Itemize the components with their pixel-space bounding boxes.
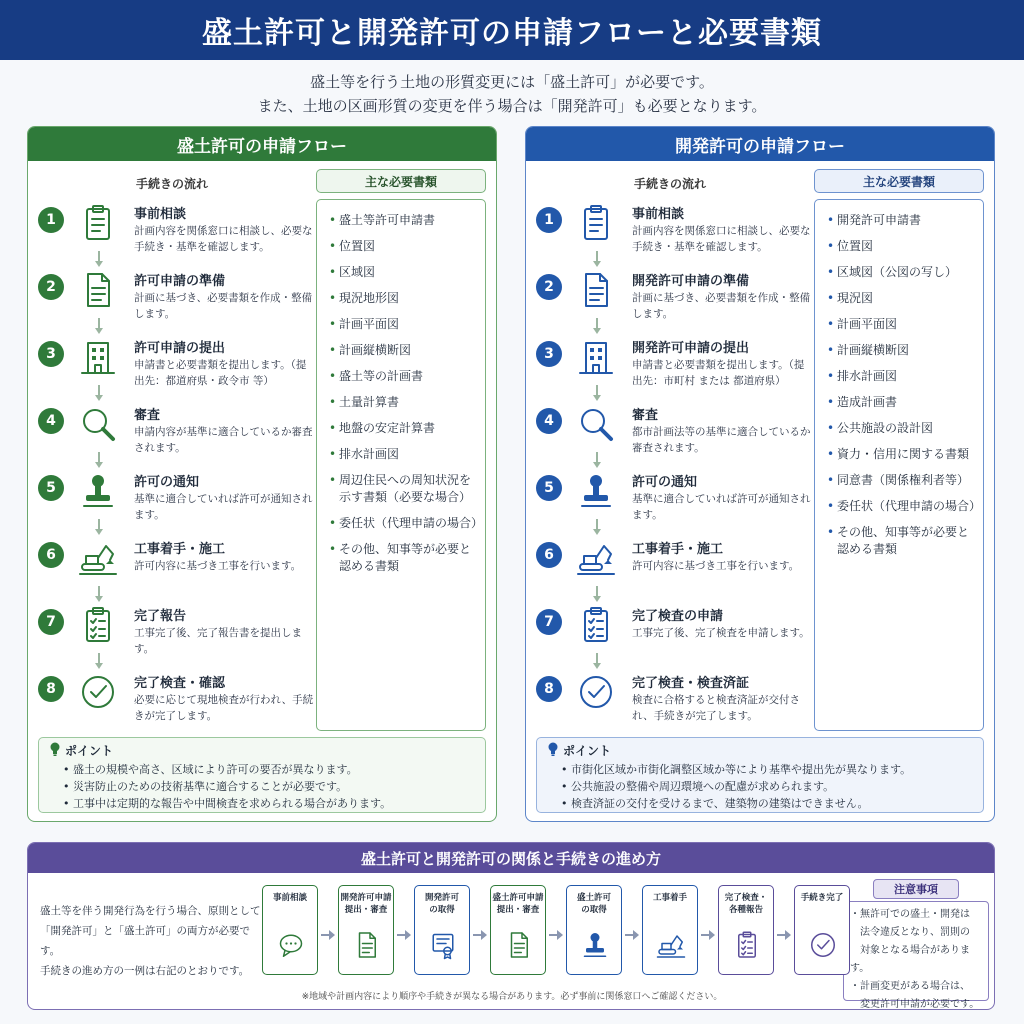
excavator-icon xyxy=(576,538,616,578)
doc-item: • 資力・信用に関する書類 xyxy=(827,446,977,463)
process-step xyxy=(642,885,698,975)
document-icon xyxy=(576,270,616,310)
point-list xyxy=(63,761,475,812)
flow-step xyxy=(526,471,811,531)
checkmark-circle-icon xyxy=(576,672,616,712)
step-number: 3 xyxy=(536,341,562,367)
caution-line: 変更許可申請が必要です。 xyxy=(850,999,980,1010)
arrow-down-icon xyxy=(95,653,103,669)
doc-item: • その他、知事等が必要と認める書類 xyxy=(827,524,977,558)
kaihatsu-flow-panel xyxy=(525,126,995,822)
step-title: 完了検査・検査済証 xyxy=(632,676,750,691)
caution-title: 注意事項 xyxy=(873,879,959,899)
step-title: 許可の通知 xyxy=(134,475,200,490)
arrow-right-icon xyxy=(473,925,487,935)
process-step xyxy=(794,885,850,975)
intro-text xyxy=(0,70,1024,118)
step-title: 完了検査・確認 xyxy=(134,676,226,691)
certificate-icon xyxy=(428,930,458,962)
doc-item: • その他、知事等が必要と認める書類 xyxy=(329,541,479,575)
step-description: 計画内容を関係窓口に相談し、必要な手続き・基準を確認します。 xyxy=(632,225,811,253)
step-title: 開発許可申請の提出 xyxy=(632,341,750,356)
magnifier-icon xyxy=(78,404,118,444)
arrow-right-icon xyxy=(701,925,715,935)
step-description: 工事完了後、完了報告書を提出します。 xyxy=(134,627,302,655)
flow-step xyxy=(526,538,806,598)
stamp-icon xyxy=(78,471,118,511)
point-item: • 検査済証の交付を受けるまで、建築物の建築はできません。 xyxy=(561,795,973,812)
point-list xyxy=(561,761,973,812)
point-item: • 市街化区域か市街化調整区域か等により基準や提出先が異なります。 xyxy=(561,761,973,778)
doc-item: • 開発許可申請書 xyxy=(827,212,977,229)
arrow-right-icon xyxy=(397,925,411,935)
step-number: 6 xyxy=(38,542,64,568)
doc-item: • 計画平面図 xyxy=(827,316,977,333)
step-number: 8 xyxy=(38,676,64,702)
doc-item: • 区域図（公図の写し） xyxy=(827,264,977,281)
building-icon xyxy=(576,337,616,377)
caution-line: ・無許可での盛土・開発は xyxy=(850,909,970,920)
intro-line: また、土地の区画形質の変更を伴う場合は「開発許可」も必要となります。 xyxy=(257,97,767,115)
document-icon xyxy=(78,270,118,310)
flow-step xyxy=(28,538,308,598)
process-step xyxy=(414,885,470,975)
process-step xyxy=(490,885,546,975)
doc-item: • 地盤の安定計算書 xyxy=(329,420,479,437)
relationship-line: 盛土等を伴う開発行為を行う場合、原則として xyxy=(40,905,261,917)
checkmark-circle-icon xyxy=(808,930,838,962)
doc-item: • 現況図 xyxy=(827,290,977,307)
point-item: • 工事中は定期的な報告や中間検査を求められる場合があります。 xyxy=(63,795,475,812)
relationship-text xyxy=(40,901,262,981)
step-title: 事前相談 xyxy=(134,207,187,222)
step-description: 検査に合格すると検査済証が交付され、手続きが完了します。 xyxy=(632,694,800,722)
step-title: 完了検査の申請 xyxy=(632,609,724,624)
doc-item: • 計画縦横断図 xyxy=(329,342,479,359)
step-title: 許可申請の準備 xyxy=(134,274,226,289)
doc-item: • 造成計画書 xyxy=(827,394,977,411)
step-number: 1 xyxy=(536,207,562,233)
step-number: 5 xyxy=(38,475,64,501)
docs-title: 主な必要書類 xyxy=(814,169,984,193)
step-number: 4 xyxy=(38,408,64,434)
point-label: ポイント xyxy=(563,744,612,758)
flow-title: 手続きの流れ xyxy=(634,177,707,191)
doc-item: • 計画平面図 xyxy=(329,316,479,333)
arrow-down-icon xyxy=(95,318,103,334)
step-description: 申請書と必要書類を提出します。（提出先：市町村 または 都道府県） xyxy=(632,359,805,387)
process-step-label: 工事着手 xyxy=(652,893,687,903)
step-title: 事前相談 xyxy=(632,207,685,222)
doc-item: • 公共施設の設計図 xyxy=(827,420,977,437)
step-title: 審査 xyxy=(632,408,659,423)
step-description: 申請内容が基準に適合しているか審査されます。 xyxy=(134,426,313,454)
arrow-down-icon xyxy=(593,251,601,267)
arrow-down-icon xyxy=(593,385,601,401)
chat-icon xyxy=(276,930,306,962)
step-description: 許可内容に基づき工事を行います。 xyxy=(632,560,800,572)
caution-body xyxy=(843,901,989,1010)
arrow-down-icon xyxy=(593,318,601,334)
flow-step xyxy=(526,337,806,397)
arrow-down-icon xyxy=(95,251,103,267)
process-step-label: 手続き完了 xyxy=(800,893,844,903)
doc-item: • 現況地形図 xyxy=(329,290,479,307)
step-number: 7 xyxy=(38,609,64,635)
step-description: 申請書と必要書類を提出します。（提出先：都道府県・政令市 等） xyxy=(134,359,307,387)
arrow-right-icon xyxy=(321,925,335,935)
process-step xyxy=(338,885,394,975)
arrow-down-icon xyxy=(593,519,601,535)
relationship-header: 盛土許可と開発許可の関係と手続きの進め方 xyxy=(28,843,994,873)
doc-item: • 排水計画図 xyxy=(827,368,977,385)
panel-header: 盛土許可の申請フロー xyxy=(28,127,496,161)
page-title: 盛土許可と開発許可の申請フローと必要書類 xyxy=(202,16,822,51)
flow-step xyxy=(28,605,308,665)
magnifier-icon xyxy=(576,404,616,444)
checkmark-circle-icon xyxy=(78,672,118,712)
point-item: • 盛土の規模や高さ、区域により許可の要否が異なります。 xyxy=(63,761,475,778)
step-description: 許可内容に基づき工事を行います。 xyxy=(134,560,302,572)
arrow-down-icon xyxy=(593,586,601,602)
arrow-down-icon xyxy=(593,452,601,468)
step-description: 必要に応じて現地検査が行われ、手続きが完了します。 xyxy=(134,694,314,722)
relationship-line: 「開発許可」と「盛土許可」の両方が必要です。 xyxy=(40,925,250,957)
flow-step xyxy=(28,270,313,330)
caution-line: ・計画変更がある場合は、 xyxy=(850,981,970,992)
step-description: 工事完了後、完了検査を申請します。 xyxy=(632,627,810,639)
process-step xyxy=(262,885,318,975)
step-number: 5 xyxy=(536,475,562,501)
flow-step xyxy=(526,605,810,665)
step-title: 開発許可申請の準備 xyxy=(632,274,750,289)
flow-step xyxy=(28,672,314,732)
step-description: 計画内容を関係窓口に相談し、必要な手続き・基準を確認します。 xyxy=(134,225,313,253)
caution-line: 対象となる場合があります。 xyxy=(850,945,970,974)
process-step xyxy=(718,885,774,975)
arrow-right-icon xyxy=(549,925,563,935)
morido-flow-panel xyxy=(27,126,497,822)
doc-item: • 周辺住民への周知状況を示す書類（必要な場合） xyxy=(329,472,479,506)
point-title xyxy=(547,742,973,759)
docs-list xyxy=(814,199,984,731)
lightbulb-icon xyxy=(547,742,559,759)
checklist-icon xyxy=(732,930,762,962)
doc-item: • 土量計算書 xyxy=(329,394,479,411)
step-description: 基準に適合していれば許可が通知されます。 xyxy=(134,493,313,521)
arrow-down-icon xyxy=(95,452,103,468)
flow-step xyxy=(28,471,313,531)
step-description: 計画に基づき、必要書類を作成・整備します。 xyxy=(134,292,313,320)
docs-list xyxy=(316,199,486,731)
doc-item: • 盛土等の計画書 xyxy=(329,368,479,385)
step-number: 2 xyxy=(38,274,64,300)
point-box xyxy=(536,737,984,813)
doc-item: • 位置図 xyxy=(329,238,479,255)
process-step-label: 盛土許可 の取得 xyxy=(576,893,611,915)
arrow-right-icon xyxy=(625,925,639,935)
arrow-down-icon xyxy=(95,385,103,401)
flow-step xyxy=(526,203,811,263)
arrow-down-icon xyxy=(95,519,103,535)
point-title xyxy=(49,742,475,759)
panel-header: 開発許可の申請フロー xyxy=(526,127,994,161)
doc-item: • 排水計画図 xyxy=(329,446,479,463)
stamp-icon xyxy=(580,930,610,962)
process-step-label: 事前相談 xyxy=(272,893,307,903)
flow-step xyxy=(28,404,313,464)
checklist-icon xyxy=(78,605,118,645)
flow-title: 手続きの流れ xyxy=(136,177,209,191)
point-item: • 災害防止のための技術基準に適合することが必要です。 xyxy=(63,778,475,795)
step-title: 許可申請の提出 xyxy=(134,341,226,356)
step-description: 基準に適合していれば許可が通知されます。 xyxy=(632,493,811,521)
step-number: 4 xyxy=(536,408,562,434)
doc-item: • 同意書（関係権利者等） xyxy=(827,472,977,489)
doc-item: • 委任状（代理申請の場合） xyxy=(329,515,479,532)
docs-title: 主な必要書類 xyxy=(316,169,486,193)
step-description: 都市計画法等の基準に適合しているか審査されます。 xyxy=(632,426,811,454)
step-title: 許可の通知 xyxy=(632,475,698,490)
process-step-label: 開発許可申請 提出・審査 xyxy=(340,893,392,915)
step-title: 完了報告 xyxy=(134,609,187,624)
point-box xyxy=(38,737,486,813)
caution-line: 法令違反となり、罰則の xyxy=(850,927,970,938)
arrow-down-icon xyxy=(593,653,601,669)
step-number: 6 xyxy=(536,542,562,568)
building-icon xyxy=(78,337,118,377)
document-icon xyxy=(504,930,534,962)
flow-step xyxy=(28,337,308,397)
process-step-label: 開発許可 の取得 xyxy=(424,893,459,915)
arrow-down-icon xyxy=(95,586,103,602)
stamp-icon xyxy=(576,471,616,511)
footnote: ※地域や計画内容により順序や手続きが異なる場合があります。必ず事前に関係窓口へご確認ください。 xyxy=(301,992,723,1002)
clipboard-icon xyxy=(78,203,118,243)
doc-item: • 計画縦横断図 xyxy=(827,342,977,359)
step-number: 1 xyxy=(38,207,64,233)
caution-box xyxy=(843,879,989,1010)
excavator-icon xyxy=(78,538,118,578)
flow-step xyxy=(526,404,811,464)
process-step xyxy=(566,885,622,975)
intro-line: 盛土等を行う土地の形質変更には「盛土許可」が必要です。 xyxy=(310,73,714,91)
point-label: ポイント xyxy=(65,744,114,758)
step-number: 2 xyxy=(536,274,562,300)
doc-item: • 区域図 xyxy=(329,264,479,281)
doc-item: • 盛土等許可申請書 xyxy=(329,212,479,229)
process-step-label: 盛土許可申請 提出・審査 xyxy=(492,893,544,915)
document-icon xyxy=(352,930,382,962)
doc-item: • 位置図 xyxy=(827,238,977,255)
step-number: 7 xyxy=(536,609,562,635)
flow-step xyxy=(526,672,806,732)
step-number: 3 xyxy=(38,341,64,367)
step-title: 工事着手・施工 xyxy=(134,542,226,557)
flow-step xyxy=(28,203,313,263)
flow-step xyxy=(526,270,811,330)
excavator-icon xyxy=(656,930,686,962)
title-banner xyxy=(0,0,1024,60)
relationship-panel xyxy=(27,842,995,1010)
point-item: • 公共施設の整備や周辺環境への配慮が求められます。 xyxy=(561,778,973,795)
step-title: 審査 xyxy=(134,408,161,423)
checklist-icon xyxy=(576,605,616,645)
step-description: 計画に基づき、必要書類を作成・整備します。 xyxy=(632,292,811,320)
doc-item: • 委任状（代理申請の場合） xyxy=(827,498,977,515)
clipboard-icon xyxy=(576,203,616,243)
process-step-label: 完了検査・ 各種報告 xyxy=(724,893,768,915)
step-number: 8 xyxy=(536,676,562,702)
lightbulb-icon xyxy=(49,742,61,759)
step-title: 工事着手・施工 xyxy=(632,542,724,557)
relationship-line: 手続きの進め方の一例は右記のとおりです。 xyxy=(40,965,250,977)
arrow-right-icon xyxy=(777,925,791,935)
